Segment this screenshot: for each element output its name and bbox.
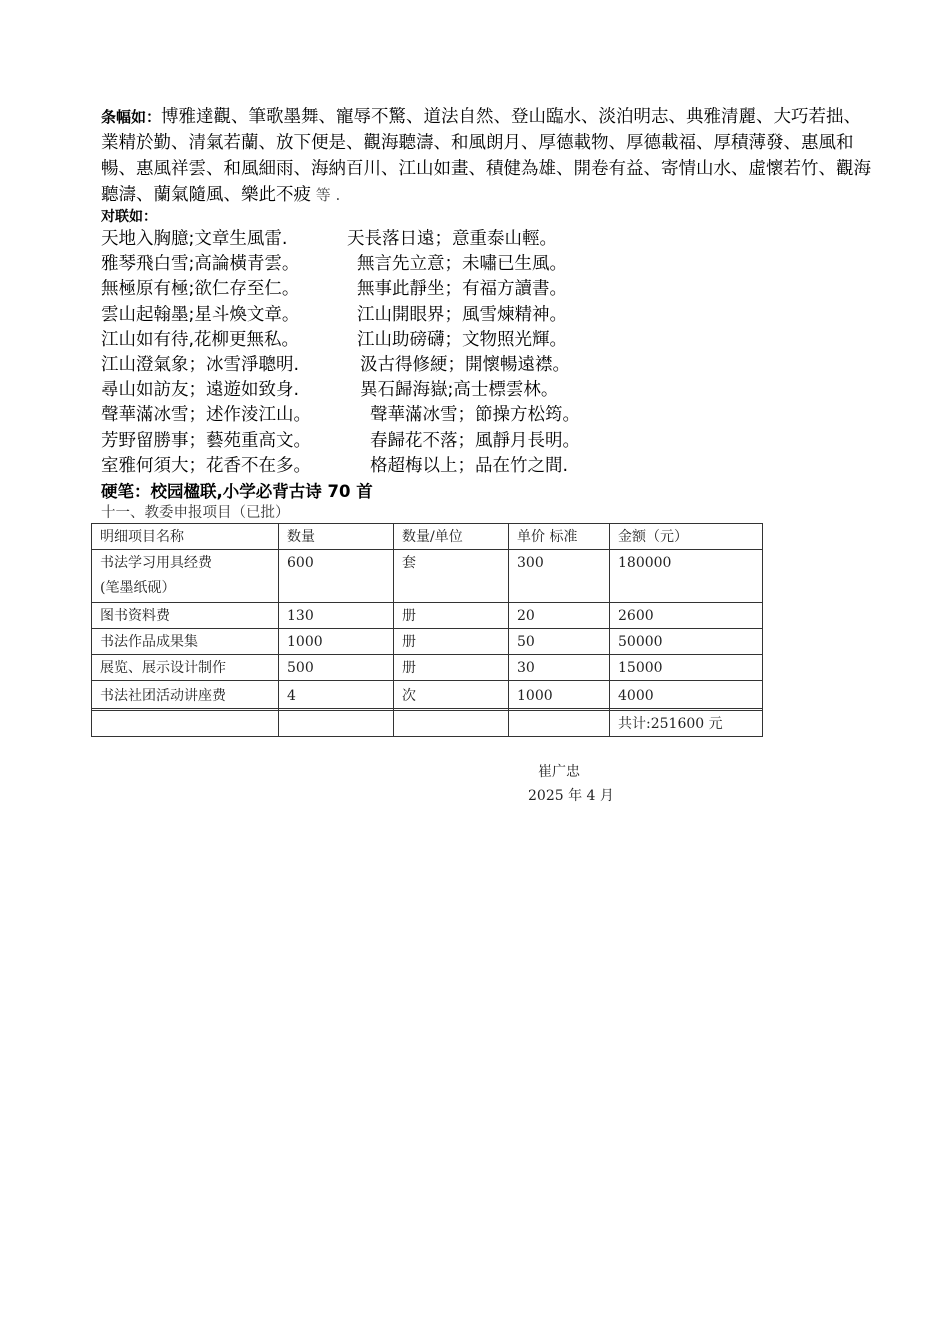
couplet-first: 無極原有極;欲仁存至仁。 — [101, 279, 300, 300]
table-cell: 册 — [394, 603, 509, 629]
table-cell: 300 — [509, 550, 610, 603]
budget-table — [91, 523, 763, 737]
table-row — [92, 681, 763, 709]
table-cell: 30 — [509, 655, 610, 681]
couplet-second: 異石歸海嶽;高士標雲林。 — [360, 380, 559, 401]
table-cell: 600 — [279, 550, 394, 603]
table-header-cell: 单价 标准 — [509, 524, 610, 550]
table-cell — [92, 711, 279, 737]
table-cell: 书法学习用具经费 (笔墨纸砚） — [92, 550, 279, 603]
couplet-first: 室雅何須大；花香不在多。 — [101, 455, 311, 476]
table-cell: 2600 — [610, 603, 763, 629]
couplet-first: 雲山起翰墨;星斗煥文章。 — [101, 304, 300, 325]
couplet-second: 無事此靜坐；有福方讀書。 — [357, 279, 567, 300]
table-row — [92, 603, 763, 629]
couplet-second: 江山助磅礴；文物照光輝。 — [357, 329, 567, 350]
couplet-first: 聲華滿冰雪；述作淩江山。 — [101, 405, 311, 426]
table-cell: 展览、展示设计制作 — [92, 655, 279, 681]
signature-name: 崔广忠 — [538, 764, 580, 780]
pen-section-title: 硬笔：校园楹联,小学必背古诗 70 首 — [101, 482, 373, 501]
couplet-first: 雅琴飛白雪;高論橫青雲。 — [101, 254, 300, 275]
table-cell: 4 — [279, 681, 394, 709]
table-cell: 4000 — [610, 681, 763, 709]
couplet-first: 尋山如訪友；遠遊如致身. — [101, 380, 300, 401]
couplet-second: 江山開眼界；風雪煉精神。 — [357, 304, 567, 325]
table-total-row — [92, 711, 763, 737]
banner-examples — [101, 104, 871, 208]
couplet-second: 春歸花不落；風靜月長明。 — [370, 430, 580, 451]
table-cell: 1000 — [279, 629, 394, 655]
table-header-cell: 金额（元） — [610, 524, 763, 550]
couplet-second: 天長落日遠；意重泰山輕。 — [347, 229, 557, 249]
couplet-second: 汲古得修綆；開懷暢遠襟。 — [360, 354, 570, 375]
banner-tail: 等 . — [311, 186, 341, 204]
table-cell: 130 — [279, 603, 394, 629]
table-cell — [279, 711, 394, 737]
couplet-first: 江山澄氣象；冰雪淨聰明. — [101, 354, 300, 375]
table-cell: 20 — [509, 603, 610, 629]
table-row — [92, 629, 763, 655]
table-cell: 1000 — [509, 681, 610, 709]
section-title: 十一、教委申报项目（已批） — [101, 505, 290, 521]
table-cell: 图书资料费 — [92, 603, 279, 629]
table-row — [92, 655, 763, 681]
table-cell: 50000 — [610, 629, 763, 655]
banner-label: 条幅如： — [101, 108, 162, 126]
couplet-second: 無言先立意；未嘯已生風。 — [357, 254, 567, 275]
table-cell: 册 — [394, 629, 509, 655]
couplet-first: 天地入胸臆;文章生風雷. — [101, 229, 288, 249]
couplet-first: 芳野留勝事；藝苑重高文。 — [101, 430, 311, 451]
table-cell: 书法作品成果集 — [92, 629, 279, 655]
table-cell: 500 — [279, 655, 394, 681]
couplet-first: 江山如有待,花柳更無私。 — [101, 329, 300, 350]
couplet-second: 格超梅以上；品在竹之間. — [370, 455, 569, 476]
table-header-row — [92, 524, 763, 550]
table-cell: 次 — [394, 681, 509, 709]
table-total-cell: 共计:251600 元 — [610, 711, 763, 737]
banner-text: 博雅達觀、筆歌墨舞、寵辱不驚、道法自然、登山臨水、淡泊明志、典雅清麗、大巧若拙、業精於勤、清氣若蘭、放下便是、觀海聽濤、和風朗月、厚德載物、厚德載福、厚積薄發、惠風和暢、惠風祥雲、和風細雨、海納百川、江山如畫、積健為雄、開卷有益、寄情山水、虛懷若竹、觀海聽濤、蘭氣隨風、樂此不疲 — [101, 107, 871, 205]
table-header-cell: 数量 — [279, 524, 394, 550]
signature-date: 2025 年 4 月 — [528, 788, 614, 804]
table-row — [92, 550, 763, 603]
table-cell: 套 — [394, 550, 509, 603]
couplet-second: 聲華滿冰雪；節操方松筠。 — [370, 405, 580, 426]
table-cell — [394, 711, 509, 737]
couplets-label: 对联如： — [101, 209, 157, 225]
table-cell: 书法社团活动讲座费 — [92, 681, 279, 709]
table-header-cell: 明细项目名称 — [92, 524, 279, 550]
table-header-cell: 数量/单位 — [394, 524, 509, 550]
table-cell: 15000 — [610, 655, 763, 681]
table-cell: 50 — [509, 629, 610, 655]
table-cell: 册 — [394, 655, 509, 681]
table-cell: 180000 — [610, 550, 763, 603]
table-cell — [509, 711, 610, 737]
